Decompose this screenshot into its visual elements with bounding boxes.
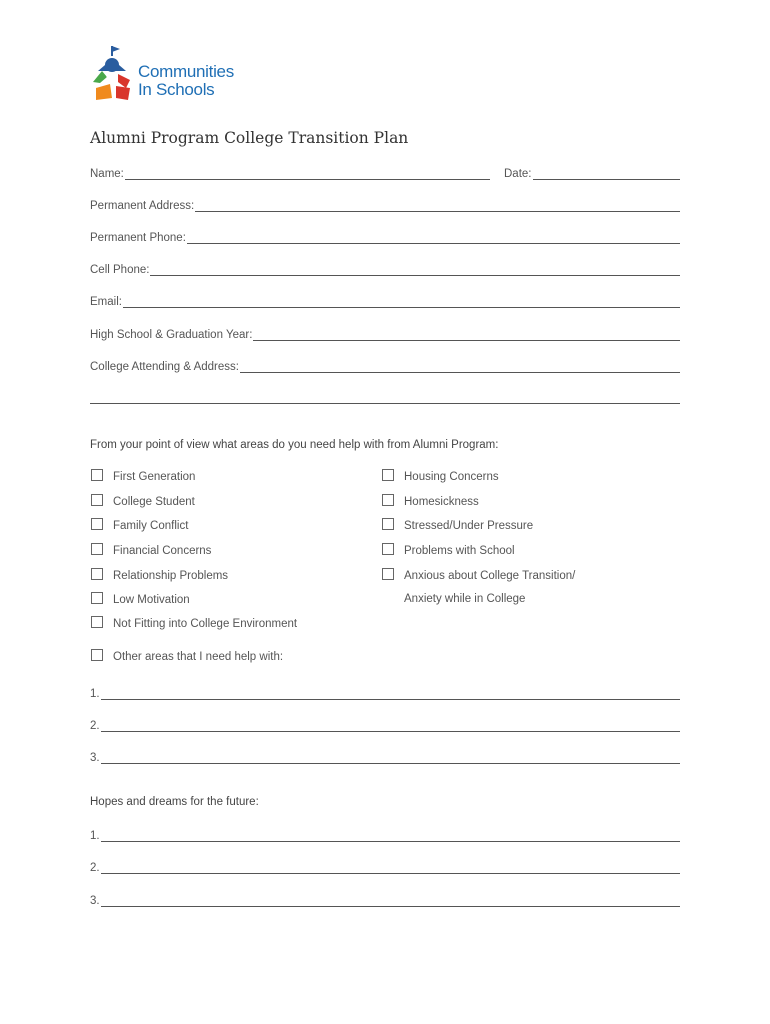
logo-line1: Communities (138, 62, 234, 81)
option-label: Housing Concerns (404, 471, 499, 483)
high-school-line[interactable] (253, 329, 680, 341)
option-other-areas[interactable] (91, 650, 283, 664)
option-family-conflict[interactable] (91, 519, 188, 533)
permanent-phone-field[interactable] (90, 230, 680, 244)
logo-house-icon (90, 44, 138, 104)
answer-line[interactable] (101, 895, 680, 907)
form-title: Alumni Program College Transition Plan (90, 129, 409, 147)
option-label: Relationship Problems (113, 570, 229, 582)
option-label: Financial Concerns (113, 545, 212, 557)
option-label: First Generation (113, 471, 196, 483)
checkbox[interactable] (382, 543, 394, 555)
high-school-label: High School & Graduation Year: (90, 329, 253, 341)
logo-text (138, 63, 234, 99)
permanent-phone-line[interactable] (187, 232, 680, 244)
permanent-address-line[interactable] (195, 200, 680, 212)
option-problems-with-school[interactable] (382, 544, 515, 558)
line-number: 1. (90, 830, 100, 842)
other-line-2[interactable] (90, 718, 680, 732)
other-line-1[interactable] (90, 686, 680, 700)
answer-line[interactable] (101, 688, 680, 700)
college-line[interactable] (240, 361, 680, 373)
cell-phone-line[interactable] (150, 264, 680, 276)
name-line[interactable] (125, 168, 490, 180)
answer-line[interactable] (101, 752, 680, 764)
logo-line2: In Schools (138, 80, 215, 99)
option-label: Family Conflict (113, 520, 189, 532)
name-label: Name: (90, 168, 124, 180)
option-anxious[interactable] (382, 569, 575, 583)
option-label: Other areas that I need help with: (113, 651, 284, 663)
email-line[interactable] (123, 296, 680, 308)
option-label: Not Fitting into College Environment (113, 618, 298, 630)
date-field[interactable] (504, 166, 680, 180)
option-label: Stressed/Under Pressure (404, 520, 534, 532)
date-line[interactable] (533, 168, 681, 180)
option-college-student[interactable] (91, 495, 195, 509)
hopes-line-3[interactable] (90, 893, 680, 907)
checkbox[interactable] (91, 568, 103, 580)
option-homesickness[interactable] (382, 495, 479, 509)
answer-line[interactable] (101, 830, 680, 842)
line-number: 2. (90, 720, 100, 732)
college-address-line-2[interactable] (90, 403, 680, 404)
checkbox[interactable] (91, 592, 103, 604)
permanent-phone-label: Permanent Phone: (90, 232, 186, 244)
checkbox[interactable] (91, 518, 103, 530)
line-number: 1. (90, 688, 100, 700)
cell-phone-field[interactable] (90, 262, 680, 276)
checkbox[interactable] (382, 469, 394, 481)
option-low-motivation[interactable] (91, 593, 190, 607)
option-label: Homesickness (404, 496, 479, 508)
college-label: College Attending & Address: (90, 361, 239, 373)
option-housing-concerns[interactable] (382, 470, 499, 484)
option-label: Anxious about College Transition/ (404, 570, 576, 582)
option-first-generation[interactable] (91, 470, 195, 484)
answer-line[interactable] (101, 862, 680, 874)
permanent-address-field[interactable] (90, 198, 680, 212)
permanent-address-label: Permanent Address: (90, 200, 195, 212)
other-line-3[interactable] (90, 750, 680, 764)
option-label: Low Motivation (113, 594, 190, 606)
checkbox[interactable] (91, 649, 103, 661)
checkbox[interactable] (91, 494, 103, 506)
option-stressed[interactable] (382, 519, 533, 533)
option-anxious-continuation: Anxiety while in College (404, 593, 526, 605)
checkbox[interactable] (91, 543, 103, 555)
checkbox[interactable] (382, 518, 394, 530)
help-areas-question: From your point of view what areas do you need help with from Alumni Program: (90, 439, 499, 451)
high-school-field[interactable] (90, 327, 680, 341)
hopes-heading: Hopes and dreams for the future: (90, 796, 259, 808)
checkbox[interactable] (91, 469, 103, 481)
option-label: College Student (113, 496, 195, 508)
line-number: 3. (90, 895, 100, 907)
communities-in-schools-logo (90, 44, 260, 104)
hopes-line-1[interactable] (90, 828, 680, 842)
college-field[interactable] (90, 359, 680, 373)
option-financial-concerns[interactable] (91, 544, 211, 558)
checkbox[interactable] (91, 616, 103, 628)
answer-line[interactable] (101, 720, 680, 732)
email-label: Email: (90, 296, 122, 308)
cell-phone-label: Cell Phone: (90, 264, 150, 276)
hopes-line-2[interactable] (90, 860, 680, 874)
name-field[interactable] (90, 166, 490, 180)
option-not-fitting[interactable] (91, 617, 297, 631)
option-relationship-problems[interactable] (91, 569, 228, 583)
checkbox[interactable] (382, 568, 394, 580)
date-label: Date: (504, 168, 532, 180)
line-number: 2. (90, 862, 100, 874)
checkbox[interactable] (382, 494, 394, 506)
option-label: Problems with School (404, 545, 515, 557)
email-field[interactable] (90, 294, 680, 308)
line-number: 3. (90, 752, 100, 764)
